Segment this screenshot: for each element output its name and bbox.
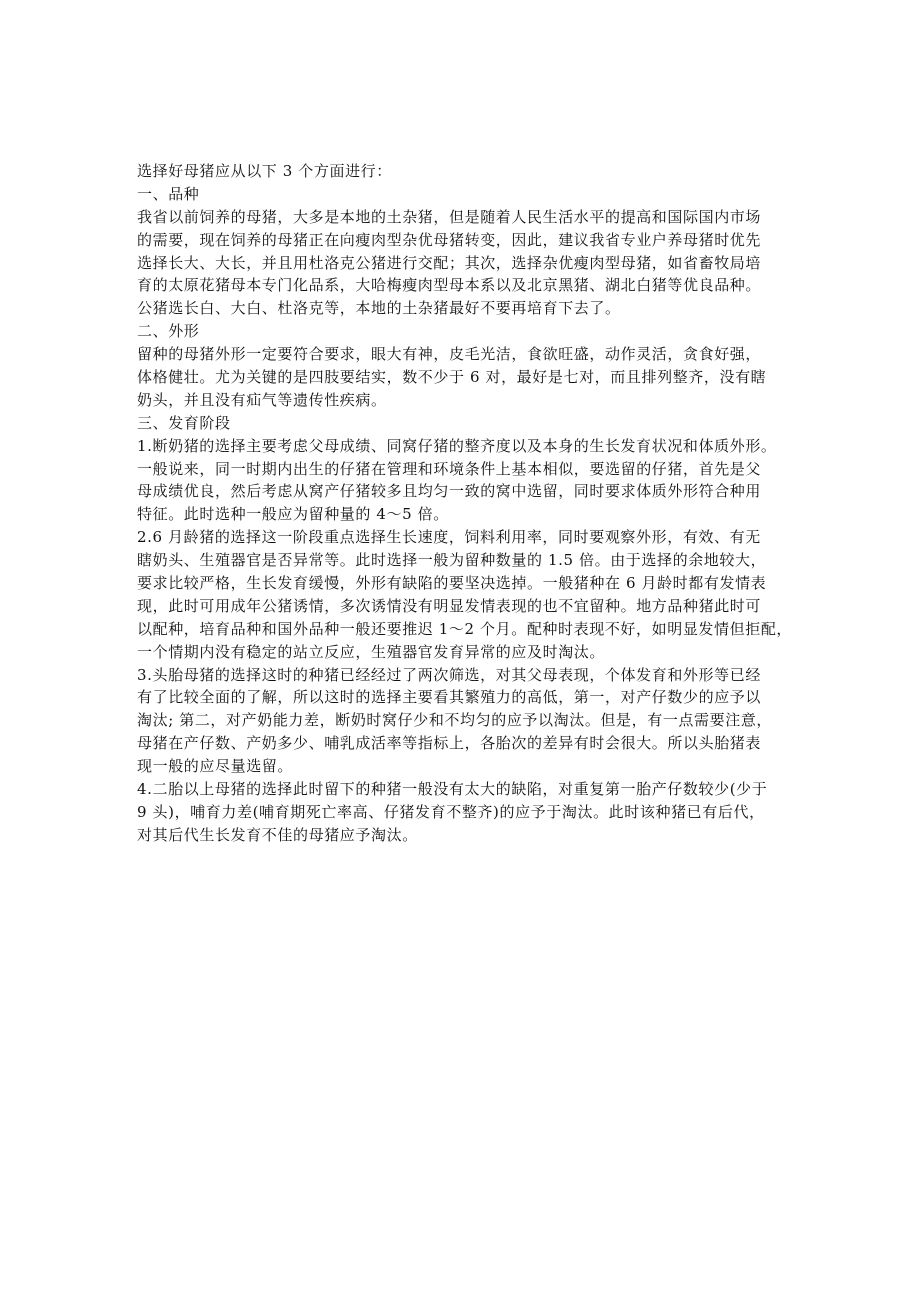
paragraph-line: 留种的母猪外形一定要符合要求，眼大有神，皮毛光洁，食欲旺盛，动作灵活，贪食好强， [137,345,762,364]
paragraph-line: 公猪选长白、大白、杜洛克等，本地的土杂猪最好不要再培育下去了。 [137,299,621,318]
paragraph-line: 的需要，现在饲养的母猪正在向瘦肉型杂优母猪转变，因此，建议我省专业户养母猪时优先 [137,230,762,249]
paragraph-line: 一个情期内没有稳定的站立反应，生殖器官发育异常的应及时淘汰。 [137,642,606,661]
paragraph-line: 瞎奶头、生殖器官是否异常等。此时选择一般为留种数量的 1.5 倍。由于选择的余地较大， [137,551,767,570]
paragraph-line: 有了比较全面的了解，所以这时的选择主要看其繁殖力的高低，第一，对产仔数少的应予以 [137,688,762,707]
paragraph-line: 选择长大、大长，并且用杜洛克公猪进行交配；其次，选择杂优瘦肉型母猪，如省畜牧局培 [137,253,762,272]
paragraph-line: 9 头)，哺育力差(哺育期死亡率高、仔猪发育不整齐)的应予于淘汰。此时该种猪已有后代， [137,802,765,821]
paragraph-line: 一般说来，同一时期内出生的仔猪在管理和环境条件上基本相似，要选留的仔猪，首先是父 [137,459,762,478]
paragraph-line: 母成绩优良，然后考虑从窝产仔猪较多且均匀一致的窝中选留，同时要求体质外形符合种用 [137,482,762,501]
intro-line: 选择好母猪应从以下 3 个方面进行： [137,162,392,180]
paragraph-line: 1.断奶猪的选择主要考虑父母成绩、同窝仔猪的整齐度以及本身的生长发育状况和体质外形。 [137,436,777,455]
paragraph-line: 我省以前饲养的母猪，大多是本地的土杂猪，但是随着人民生活水平的提高和国际国内市场 [137,207,762,226]
paragraph-line: 奶头，并且没有疝气等遗传性疾病。 [137,390,387,409]
paragraph-line: 体格健壮。尤为关键的是四肢要结实，数不少于 6 对，最好是七对，而且排列整齐，没有瞎 [137,368,767,387]
paragraph-line: 2.6 月龄猪的选择这一阶段重点选择生长速度，饲料利用率，同时要观察外形，有效、有无 [137,528,761,547]
section-heading-development: 三、发育阶段 [137,413,231,432]
paragraph-line: 育的太原花猪母本专门化品系，大哈梅瘦肉型母本系以及北京黑猪、湖北白猪等优良品种。 [137,276,762,295]
section-heading-breed: 一、品种 [137,184,200,203]
paragraph-line: 对其后代生长发育不佳的母猪应予淘汰。 [137,825,418,844]
paragraph-line: 淘汰; 第二，对产奶能力差，断奶时窝仔少和不均匀的应予以淘汰。但是，有一点需要注意， [137,711,773,730]
section-heading-appearance: 二、外形 [137,322,200,341]
paragraph-line: 3.头胎母猪的选择这时的种猪已经经过了两次筛选，对其父母表现，个体发育和外形等已经 [137,665,761,684]
paragraph-line: 以配种，培育品种和国外品种一般还要推迟 1～2 个月。配种时表现不好，如明显发情但拒配， [137,619,793,638]
paragraph-line: 母猪在产仔数、产奶多少、哺乳成活率等指标上，各胎次的差异有时会很大。所以头胎猪表 [137,734,762,753]
paragraph-line: 现一般的应尽量选留。 [137,757,294,776]
paragraph-line: 要求比较严格，生长发育缓慢，外形有缺陷的要坚决选掉。一般猪种在 6 月龄时都有发情表 [137,574,767,593]
document-page [137,160,797,847]
paragraph-line: 特征。此时选种一般应为留种量的 4～5 倍。 [137,505,449,524]
paragraph-line: 现，此时可用成年公猪诱情，多次诱情没有明显发情表现的也不宜留种。地方品种猪此时可 [137,596,762,615]
paragraph-line: 4.二胎以上母猪的选择此时留下的种猪一般没有太大的缺陷，对重复第一胎产仔数较少(少于 [137,780,768,799]
